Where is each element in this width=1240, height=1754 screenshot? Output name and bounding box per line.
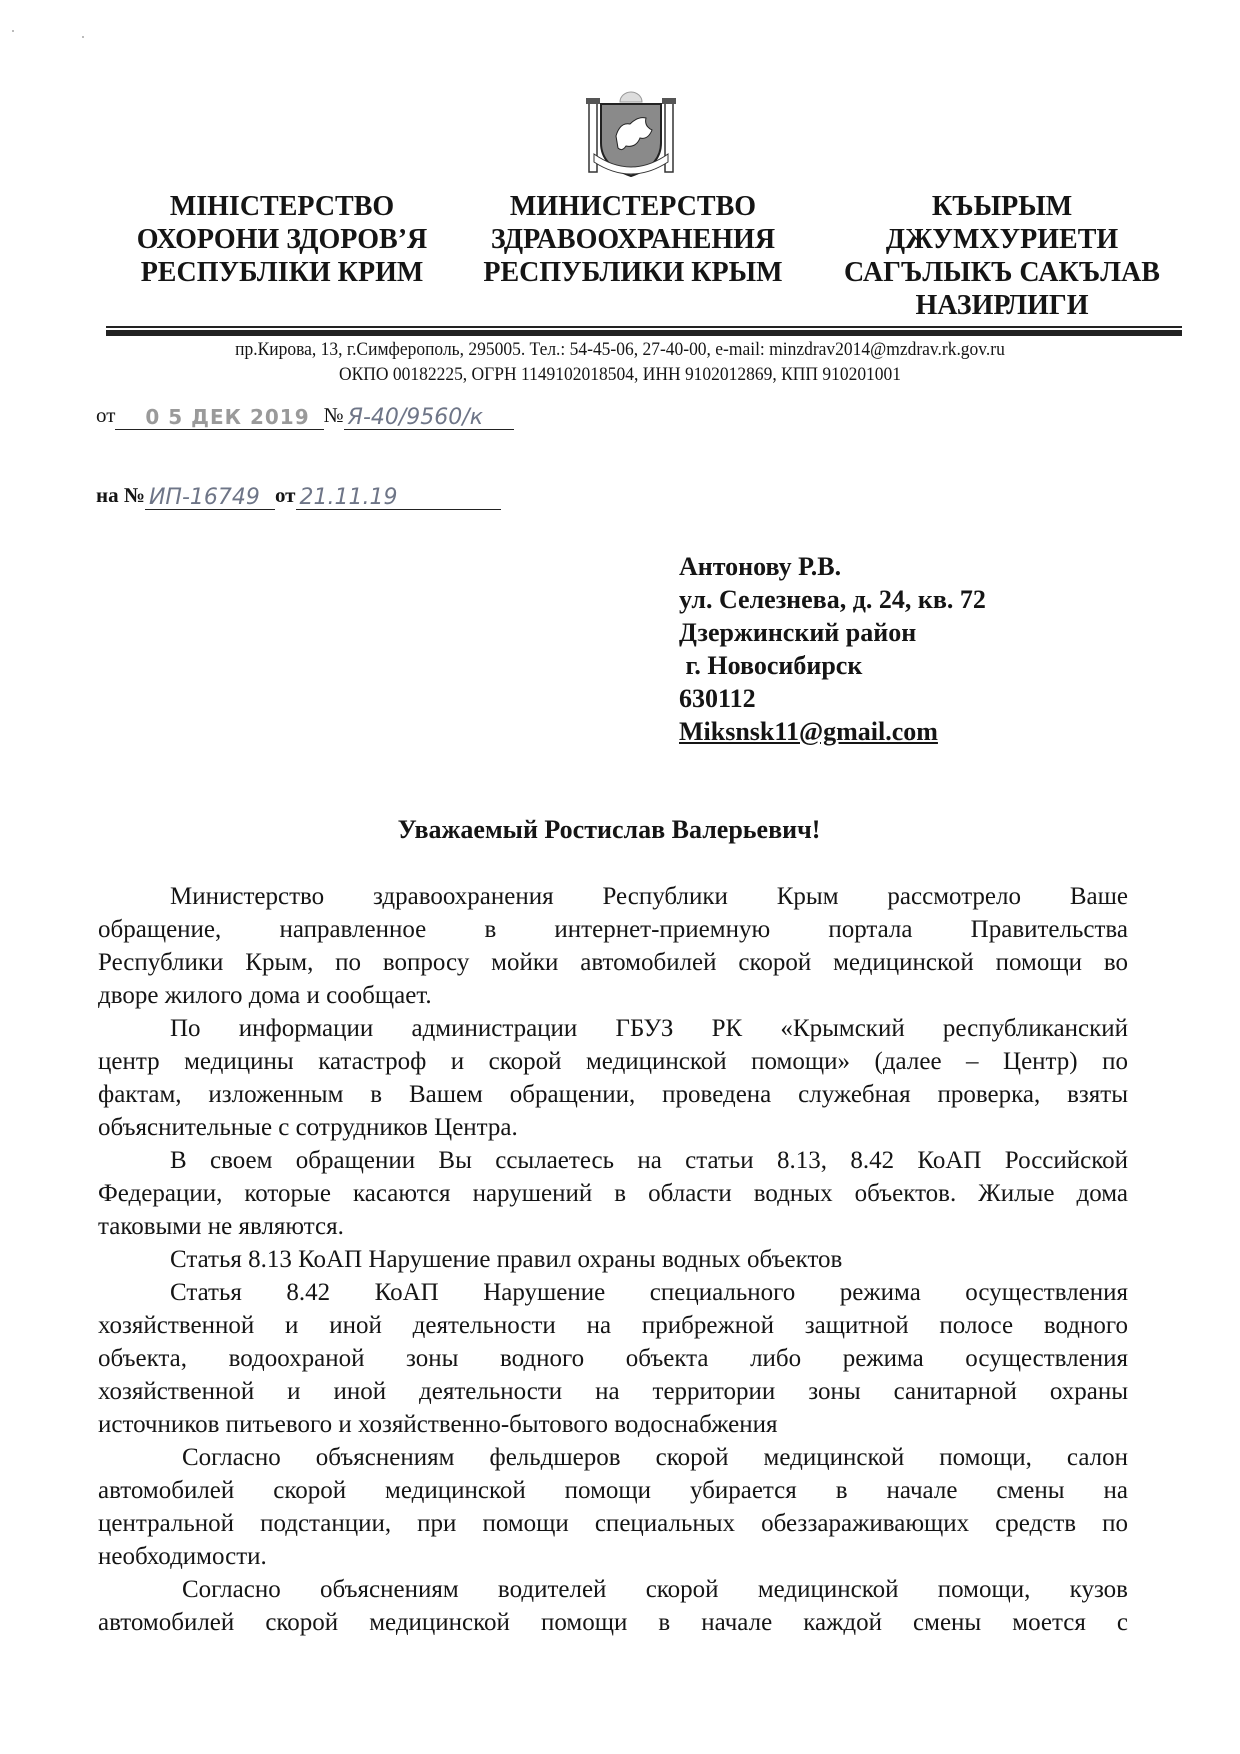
body-line: В своем обращении Вы ссылаетесь на статьи 8.13, 8.42 КоАП Российской <box>170 1147 1128 1174</box>
header-line: САГЪЛЫКЪ САКЪЛАВ <box>844 257 1160 288</box>
addressee-name: Антонову Р.В. <box>679 552 842 581</box>
header-crimean-tatar-name <box>832 190 1172 322</box>
body-line: фактам, изложенным в Вашем обращении, проведена служебная проверка, взяты <box>98 1081 1128 1108</box>
header-russian-name <box>463 190 803 289</box>
body-line: Статья 8.13 КоАП Нарушение правил охраны водных объектов <box>170 1246 843 1273</box>
date-stamp: 0 5 ДЕК 2019 <box>145 405 310 429</box>
handwritten-number: Я-40/9560/к <box>347 405 483 430</box>
body-line: автомобилей скорой медицинской помощи убирается в начале смены на <box>98 1477 1128 1504</box>
header-line: ЗДРАВООХРАНЕНИЯ <box>490 224 776 255</box>
body-line: обращение, направленное в интернет-приемную портала Правительства <box>98 916 1128 943</box>
header-line: МІНІСТЕРСТВО <box>169 191 395 222</box>
body-line: центр медицины катастроф и скорой медицинской помощи» (далее – Центр) по <box>98 1048 1128 1075</box>
ministry-address: пр.Кирова, 13, г.Симферополь, 295005. Тел.: 54-45-06, 27-40-00, e-mail: minzdrav2014@mzdrav.rk.gov.ru <box>235 339 1005 360</box>
header-divider-thin <box>106 326 1182 328</box>
body-line: Республики Крым, по вопросу мойки автомобилей скорой медицинской помощи во <box>98 949 1128 976</box>
body-paragraph <box>98 1276 1128 1441</box>
addressee-block <box>679 550 986 748</box>
body-line: Согласно объяснениям фельдшеров скорой медицинской помощи, салон <box>182 1444 1128 1471</box>
header-ukrainian-name <box>112 190 452 289</box>
body-line: необходимости. <box>98 1543 267 1570</box>
letter-body <box>98 880 1128 1639</box>
header-line: КЪЫРЫМ <box>931 191 1073 222</box>
body-line: источников питьевого и хозяйственно-бытового водоснабжения <box>98 1411 778 1438</box>
body-line: центральной подстанции, при помощи специальных обеззараживающих средств по <box>98 1510 1128 1537</box>
ministry-codes: ОКПО 00182225, ОГРН 1149102018504, ИНН 9102012869, КПП 910201001 <box>338 364 902 385</box>
header-line: РЕСПУБЛІКИ КРИМ <box>140 257 424 288</box>
addressee-street: ул. Селезнева, д. 24, кв. 72 <box>679 585 986 614</box>
addressee-postcode: 630112 <box>679 684 756 713</box>
outgoing-reference <box>96 400 514 430</box>
crimea-coat-of-arms-emblem <box>586 88 676 186</box>
reply-from-label: от <box>274 483 296 507</box>
header-line: НАЗИРЛИГИ <box>915 290 1089 321</box>
scan-speck <box>82 36 84 38</box>
number-field <box>344 402 514 430</box>
addressee-email-link[interactable]: Miksnsk11@gmail.com <box>679 717 938 746</box>
addressee-district: Дзержинский район <box>679 618 917 647</box>
body-line: Согласно объяснениям водителей скорой медицинской помощи, кузов <box>182 1576 1128 1603</box>
reply-to-label: на № <box>96 483 145 507</box>
header-line: ДЖУМХУРИЕТИ <box>885 224 1119 255</box>
date-field <box>115 402 323 430</box>
header-divider-thick <box>106 330 1182 336</box>
reply-date-field <box>296 482 501 510</box>
reply-number-field <box>145 482 275 510</box>
body-line: автомобилей скорой медицинской помощи в начале каждой смены моется с <box>98 1609 1128 1636</box>
body-line: дворе жилого дома и сообщает. <box>98 982 432 1009</box>
body-line: хозяйственной и иной деятельности на территории зоны санитарной охраны <box>98 1378 1128 1405</box>
header-line: РЕСПУБЛИКИ КРЫМ <box>483 257 783 288</box>
body-line: хозяйственной и иной деятельности на прибрежной защитной полосе водного <box>98 1312 1128 1339</box>
body-paragraph <box>98 1441 1128 1573</box>
header-line: МИНИСТЕРСТВО <box>509 191 757 222</box>
number-label: № <box>323 403 344 427</box>
body-paragraph <box>98 1144 1128 1243</box>
body-line: таковыми не являются. <box>98 1213 344 1240</box>
handwritten-reply-number: ИП-16749 <box>148 485 260 510</box>
scan-speck <box>12 30 14 32</box>
body-line: объекта, водоохраной зоны водного объекта либо режима осуществления <box>98 1345 1128 1372</box>
body-paragraph <box>98 1573 1128 1639</box>
body-line: Статья 8.42 КоАП Нарушение специального режима осуществления <box>170 1279 1128 1306</box>
addressee-city: г. Новосибирск <box>679 651 863 680</box>
body-line: объяснительные с сотрудников Центра. <box>98 1114 518 1141</box>
salutation: Уважаемый Ростислав Валерьевич! <box>397 815 821 844</box>
incoming-reference <box>96 480 501 510</box>
handwritten-reply-date: 21.11.19 <box>299 485 398 510</box>
body-line: Министерство здравоохранения Республики Крым рассмотрело Ваше <box>170 883 1128 910</box>
body-paragraph <box>98 1012 1128 1144</box>
from-label: от <box>96 403 116 427</box>
body-paragraph <box>98 880 1128 1012</box>
body-line: По информации администрации ГБУЗ РК «Крымский республиканский <box>170 1015 1128 1042</box>
body-paragraph <box>98 1243 1128 1276</box>
header-line: ОХОРОНИ ЗДОРОВ’Я <box>136 224 428 255</box>
body-line: Федерации, которые касаются нарушений в области водных объектов. Жилые дома <box>98 1180 1128 1207</box>
